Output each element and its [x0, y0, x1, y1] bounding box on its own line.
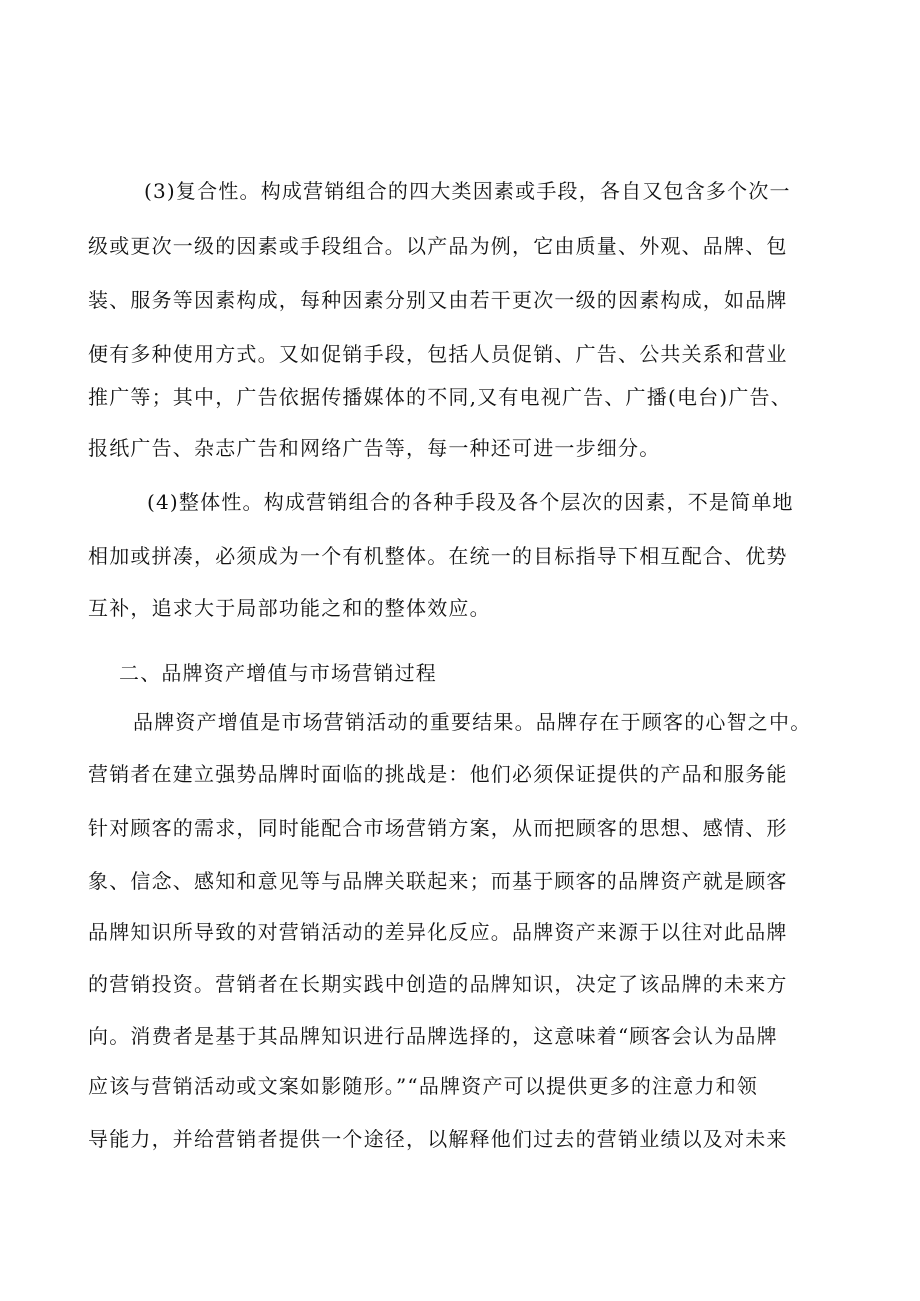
text-line: (3)复合性。构成营销组合的四大类因素或手段，各自又包含多个次一 — [144, 179, 791, 203]
text-line: 品牌知识所导致的对营销活动的差异化反应。品牌资产来源于以往对此品牌 — [88, 920, 788, 944]
text-line: 针对顾客的需求，同时能配合市场营销方案，从而把顾客的思想、感情、形 — [88, 816, 788, 840]
text-line: 导能力，并给营销者提供一个途径，以解释他们过去的营销业绩以及对未来 — [88, 1127, 788, 1151]
text-line: 象、信念、感知和意见等与品牌关联起来；而基于顾客的品牌资产就是顾客 — [88, 869, 788, 893]
text-line: 向。消费者是基于其品牌知识进行品牌选择的，这意味着“顾客会认为品牌 — [88, 1024, 778, 1048]
text-line: 应该与营销活动或文案如影随形。”“品牌资产可以提供更多的注意力和领 — [88, 1074, 759, 1098]
text-line: 报纸广告、杂志广告和网络广告等，每一种还可进一步细分。 — [88, 436, 661, 460]
text-line: (4)整体性。构成营销组合的各种手段及各个层次的因素，不是简单地 — [147, 490, 794, 514]
text-line: 品牌资产增值是市场营销活动的重要结果。品牌存在于顾客的心智之中。 — [133, 710, 812, 734]
section-heading: 二、品牌资产增值与市场营销过程 — [119, 661, 437, 685]
text-line: 级或更次一级的因素或手段组合。以产品为例，它由质量、外观、品牌、包 — [88, 234, 788, 258]
text-line: 推广等；其中，广告依据传播媒体的不同,又有电视广告、广播(电台)广告、 — [88, 385, 792, 409]
text-line: 的营销投资。营销者在长期实践中创造的品牌知识，决定了该品牌的未来方 — [88, 972, 788, 996]
text-line: 互补，追求大于局部功能之和的整体效应。 — [88, 596, 491, 620]
text-line: 营销者在建立强势品牌时面临的挑战是：他们必须保证提供的产品和服务能 — [88, 762, 788, 786]
text-line: 相加或拼凑，必须成为一个有机整体。在统一的目标指导下相互配合、优势 — [88, 544, 788, 568]
text-line: 装、服务等因素构成，每种因素分别又由若干更次一级的因素构成，如品牌 — [88, 288, 788, 312]
text-line: 便有多种使用方式。又如促销手段，包括人员促销、广告、公共关系和营业 — [88, 342, 788, 366]
